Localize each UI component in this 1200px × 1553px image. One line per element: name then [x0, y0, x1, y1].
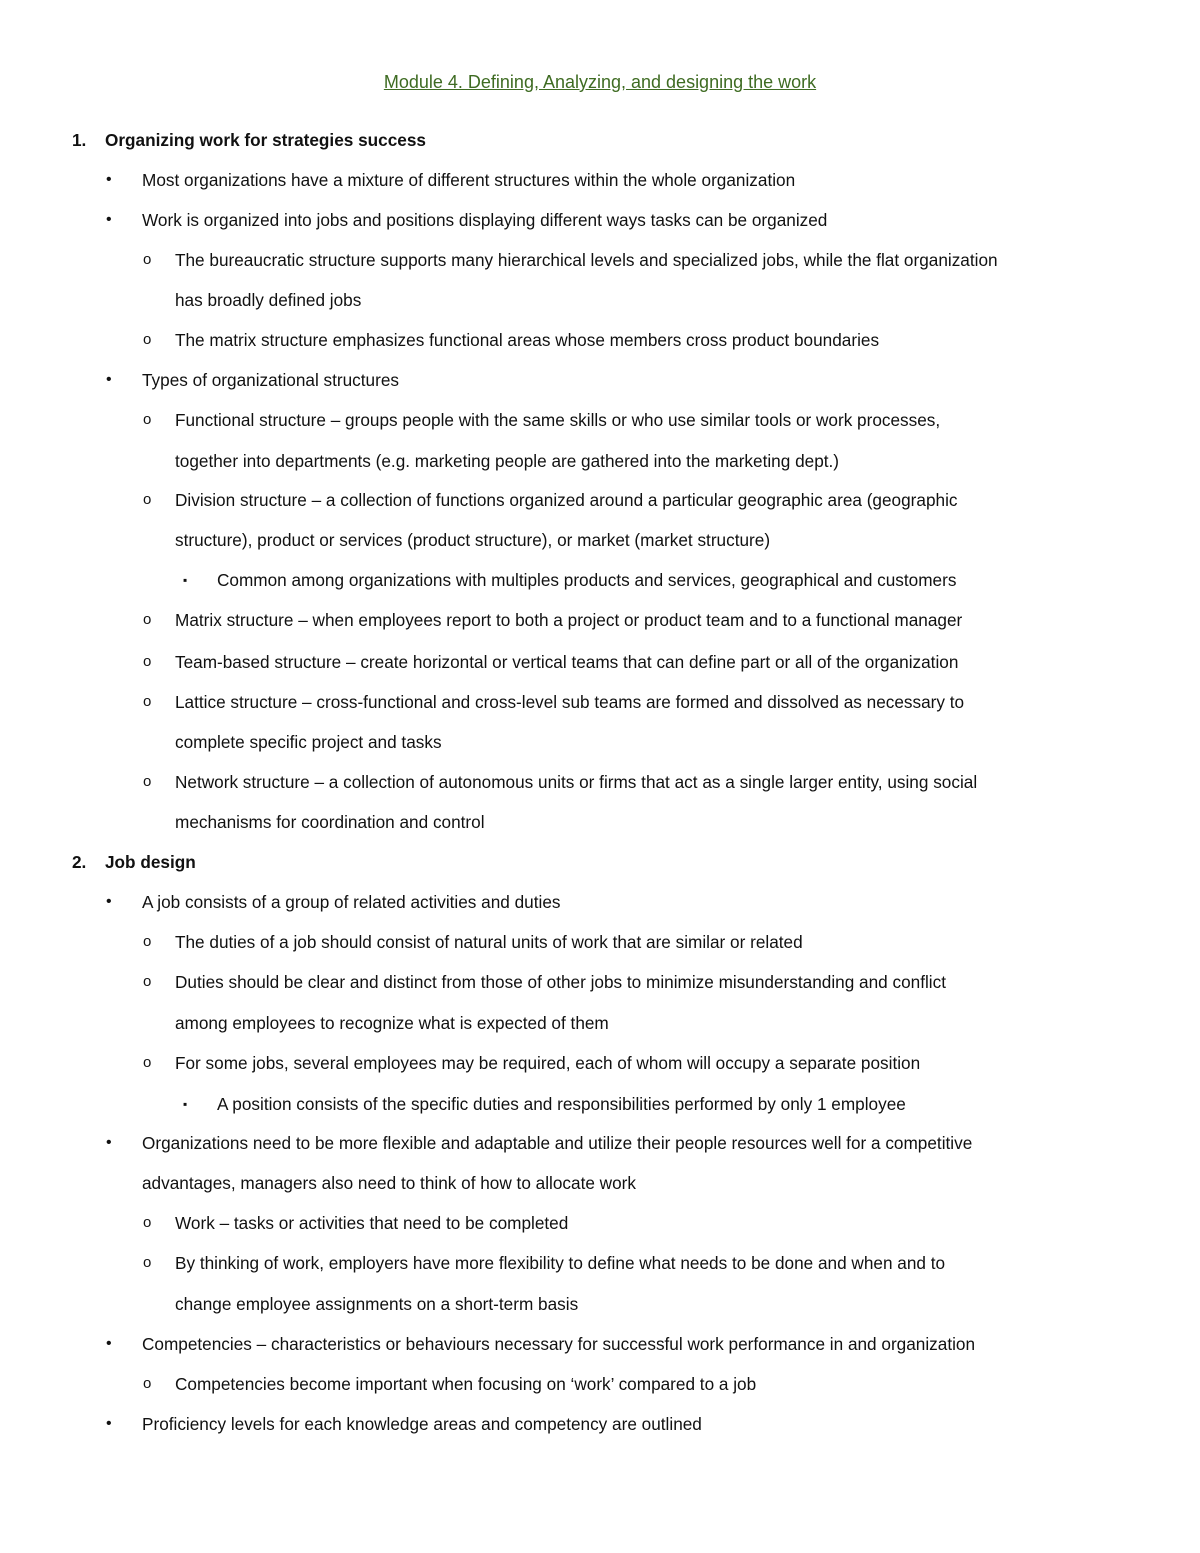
bullet-item-continued: advantages, managers also need to think of how to allocate work [142, 1173, 636, 1193]
sub-bullet-marker: o [143, 491, 152, 508]
sub-bullet-item: Lattice structure – cross-functional and cross-level sub teams are formed and dissolved as necessary to [175, 692, 965, 712]
sub-bullet-marker: o [143, 411, 152, 428]
sub-bullet-item: By thinking of work, employers have more flexibility to define what needs to be done and when and to [175, 1253, 946, 1273]
sub-bullet-item: Team-based structure – create horizontal or vertical teams that can define part or all of the organization [175, 652, 959, 672]
document-title: Module 4. Defining, Analyzing, and designing the work [383, 72, 817, 92]
sub-bullet-marker: o [143, 973, 152, 990]
bullet-marker: • [106, 371, 112, 388]
section-heading: Job design [105, 852, 196, 872]
bullet-item: Types of organizational structures [142, 370, 399, 390]
sub-bullet-item: Functional structure – groups people with the same skills or who use similar tools or work processes, [175, 410, 941, 430]
bullet-item: Work is organized into jobs and positions displaying different ways tasks can be organized [142, 210, 828, 230]
sub-bullet-item-continued: change employee assignments on a short-term basis [175, 1294, 579, 1314]
sub-bullet-marker: o [143, 611, 152, 628]
bullet-item: Organizations need to be more flexible and adaptable and utilize their people resources well for a competitive [142, 1133, 973, 1153]
sub-bullet-marker: o [143, 331, 152, 348]
sub-bullet-marker: o [143, 251, 152, 268]
bullet-marker: • [106, 211, 112, 228]
bullet-marker: • [106, 893, 112, 910]
bullet-marker: • [106, 171, 112, 188]
tertiary-bullet-marker: ▪ [183, 573, 188, 587]
bullet-marker: • [106, 1335, 112, 1352]
sub-bullet-item-continued: among employees to recognize what is expected of them [175, 1013, 609, 1033]
bullet-item: Most organizations have a mixture of different structures within the whole organization [142, 170, 796, 190]
bullet-item: A job consists of a group of related activities and duties [142, 892, 561, 912]
sub-bullet-marker: o [143, 933, 152, 950]
sub-bullet-marker: o [143, 1375, 152, 1392]
sub-bullet-item: The duties of a job should consist of natural units of work that are similar or related [175, 932, 803, 952]
sub-bullet-item: Network structure – a collection of autonomous units or firms that act as a single larger entity, using social [175, 772, 978, 792]
sub-bullet-marker: o [143, 1254, 152, 1271]
sub-bullet-item: Work – tasks or activities that need to be completed [175, 1213, 569, 1233]
sub-bullet-item: The matrix structure emphasizes functional areas whose members cross product boundaries [175, 330, 880, 350]
sub-bullet-marker: o [143, 653, 152, 670]
bullet-marker: • [106, 1415, 112, 1432]
section-number: 2. [72, 852, 87, 872]
sub-bullet-item: Division structure – a collection of functions organized around a particular geographic area (geographic [175, 490, 958, 510]
sub-bullet-item: The bureaucratic structure supports many hierarchical levels and specialized jobs, while the flat organization [175, 250, 998, 270]
sub-bullet-item-continued: has broadly defined jobs [175, 290, 362, 310]
bullet-marker: • [106, 1134, 112, 1151]
sub-bullet-marker: o [143, 773, 152, 790]
tertiary-bullet-item: A position consists of the specific duties and responsibilities performed by only 1 employee [217, 1094, 906, 1114]
sub-bullet-item-continued: together into departments (e.g. marketing people are gathered into the marketing dept.) [175, 451, 840, 471]
sub-bullet-item: Matrix structure – when employees report to both a project or product team and to a functional manager [175, 610, 963, 630]
bullet-item: Proficiency levels for each knowledge areas and competency are outlined [142, 1414, 702, 1434]
sub-bullet-marker: o [143, 693, 152, 710]
section-number: 1. [72, 130, 87, 150]
sub-bullet-item: Duties should be clear and distinct from those of other jobs to minimize misunderstanding and conflict [175, 972, 946, 992]
section-heading: Organizing work for strategies success [105, 130, 426, 150]
sub-bullet-marker: o [143, 1214, 152, 1231]
bullet-item: Competencies – characteristics or behaviours necessary for successful work performance in and organization [142, 1334, 976, 1354]
tertiary-bullet-marker: ▪ [183, 1097, 188, 1111]
sub-bullet-marker: o [143, 1054, 152, 1071]
sub-bullet-item: For some jobs, several employees may be required, each of whom will occupy a separate position [175, 1053, 921, 1073]
sub-bullet-item-continued: mechanisms for coordination and control [175, 812, 485, 832]
sub-bullet-item-continued: structure), product or services (product structure), or market (market structure) [175, 530, 771, 550]
sub-bullet-item-continued: complete specific project and tasks [175, 732, 442, 752]
tertiary-bullet-item: Common among organizations with multiples products and services, geographical and customers [217, 570, 957, 590]
sub-bullet-item: Competencies become important when focusing on ‘work’ compared to a job [175, 1374, 757, 1394]
